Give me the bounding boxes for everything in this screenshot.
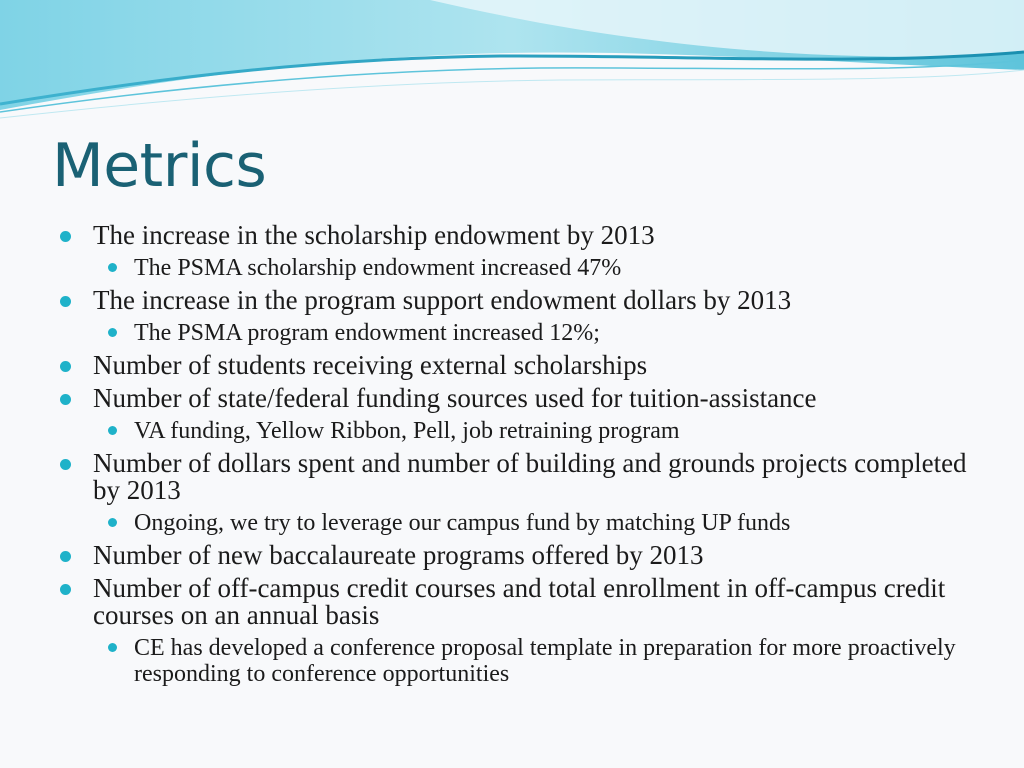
bullet-item (60, 219, 970, 252)
sub-bullet-list (60, 415, 970, 447)
bullet-text: The increase in the program support endowment dollars by 2013 (93, 285, 792, 315)
bullet-item (60, 284, 970, 317)
sub-bullet-item (60, 317, 970, 349)
bullet-item (60, 382, 970, 415)
bullet-list (60, 219, 970, 690)
sub-list-wrapper (60, 317, 970, 349)
bullet-text: Number of dollars spent and number of building and grounds projects completed by 2013 (93, 448, 967, 505)
sub-bullet-list (60, 632, 970, 690)
sub-list-wrapper (60, 632, 970, 690)
bullet-item (60, 349, 970, 382)
bullet-item (60, 447, 970, 507)
sub-bullet-text: Ongoing, we try to leverage our campus fund by matching UP funds (134, 510, 791, 536)
sub-bullet-text: VA funding, Yellow Ribbon, Pell, job retraining program (134, 418, 680, 444)
sub-bullet-item (60, 507, 970, 539)
bullet-text: Number of off-campus credit courses and total enrollment in off-campus credit courses on an annual basis (93, 573, 946, 630)
sub-bullet-text: The PSMA scholarship endowment increased 47% (134, 255, 622, 281)
bullet-content (60, 219, 970, 690)
bullet-item (60, 539, 970, 572)
sub-bullet-list (60, 507, 970, 539)
sub-bullet-text: The PSMA program endowment increased 12%; (134, 320, 600, 346)
sub-bullet-list (60, 252, 970, 284)
sub-bullet-item (60, 632, 970, 690)
bullet-text: Number of state/federal funding sources used for tuition-assistance (93, 383, 817, 413)
bullet-text: Number of new baccalaureate programs offered by 2013 (93, 540, 704, 570)
sub-bullet-item (60, 252, 970, 284)
bullet-text: The increase in the scholarship endowment by 2013 (93, 220, 655, 250)
header-wave-decoration (0, 0, 1024, 125)
sub-bullet-list (60, 317, 970, 349)
bullet-text: Number of students receiving external scholarships (93, 350, 648, 380)
slide-title: Metrics (52, 131, 267, 201)
sub-bullet-text: CE has developed a conference proposal template in preparation for more proactively responding to conference opportunities (134, 635, 956, 687)
bullet-item (60, 572, 970, 632)
sub-list-wrapper (60, 507, 970, 539)
sub-list-wrapper (60, 252, 970, 284)
sub-list-wrapper (60, 415, 970, 447)
sub-bullet-item (60, 415, 970, 447)
